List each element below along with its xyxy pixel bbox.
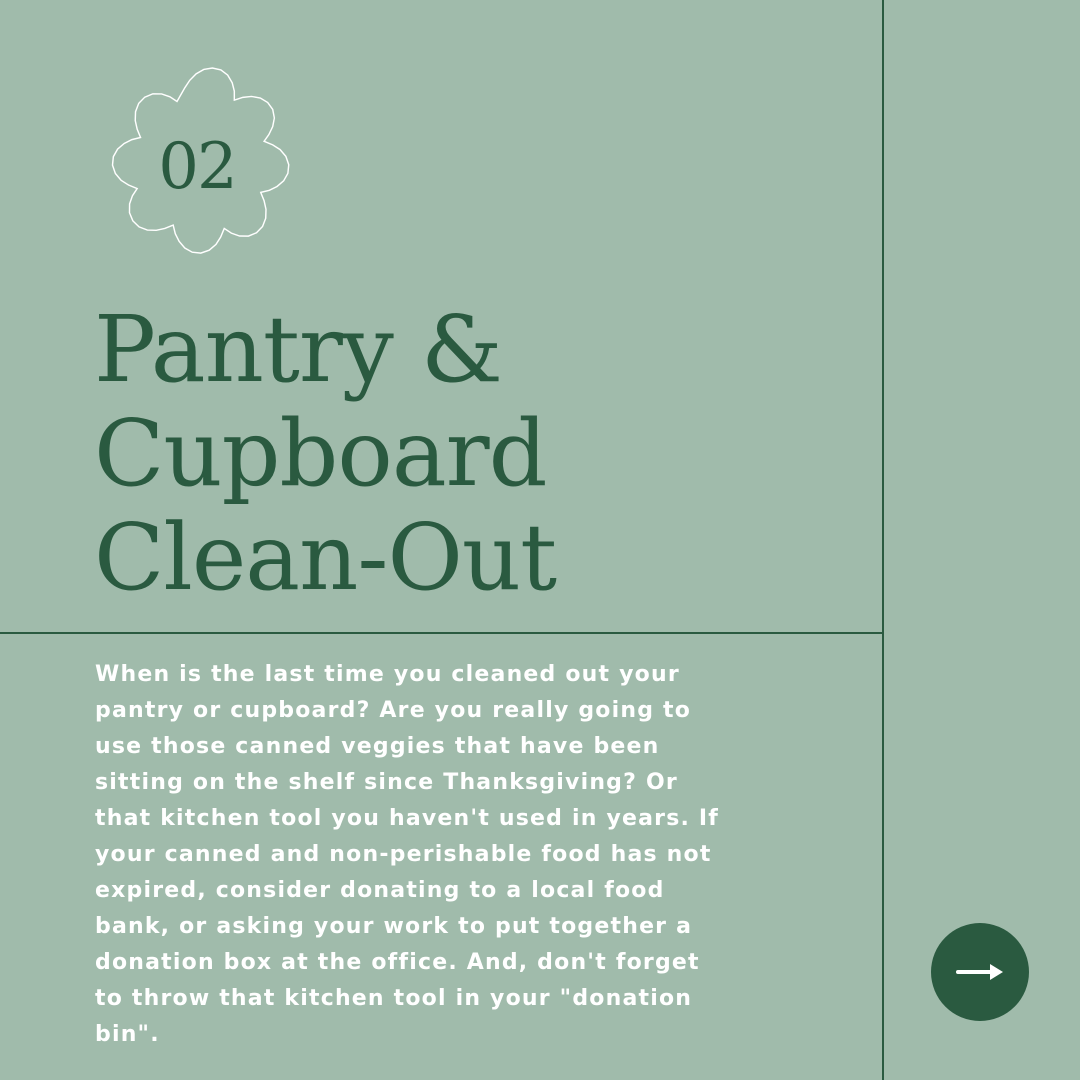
body-line: bank, or asking your work to put together a xyxy=(95,914,693,939)
title-line-2: Cupboard xyxy=(94,400,547,507)
page-title xyxy=(94,298,854,610)
arrow-right-icon xyxy=(956,960,1004,984)
body-line: bin". xyxy=(95,1022,160,1047)
body-line: pantry or cupboard? Are you really going to xyxy=(95,698,692,723)
title-line-3: Clean-Out xyxy=(94,504,557,611)
horizontal-divider xyxy=(0,632,883,634)
body-paragraph xyxy=(95,657,775,1053)
body-line: that kitchen tool you haven't used in years. If xyxy=(95,806,720,831)
body-line: sitting on the shelf since Thanksgiving? Or xyxy=(95,770,678,795)
body-line: to throw that kitchen tool in your "donation xyxy=(95,986,693,1011)
body-line: expired, consider donating to a local food xyxy=(95,878,665,903)
body-line: your canned and non-perishable food has not xyxy=(95,842,712,867)
step-badge xyxy=(94,62,300,268)
body-line: donation box at the office. And, don't forget xyxy=(95,950,700,975)
step-number: 02 xyxy=(158,130,236,204)
next-button[interactable] xyxy=(931,923,1029,1021)
body-line: When is the last time you cleaned out your xyxy=(95,662,680,687)
body-line: use those canned veggies that have been xyxy=(95,734,660,759)
vertical-divider xyxy=(882,0,884,1080)
title-line-1: Pantry & xyxy=(94,296,502,403)
